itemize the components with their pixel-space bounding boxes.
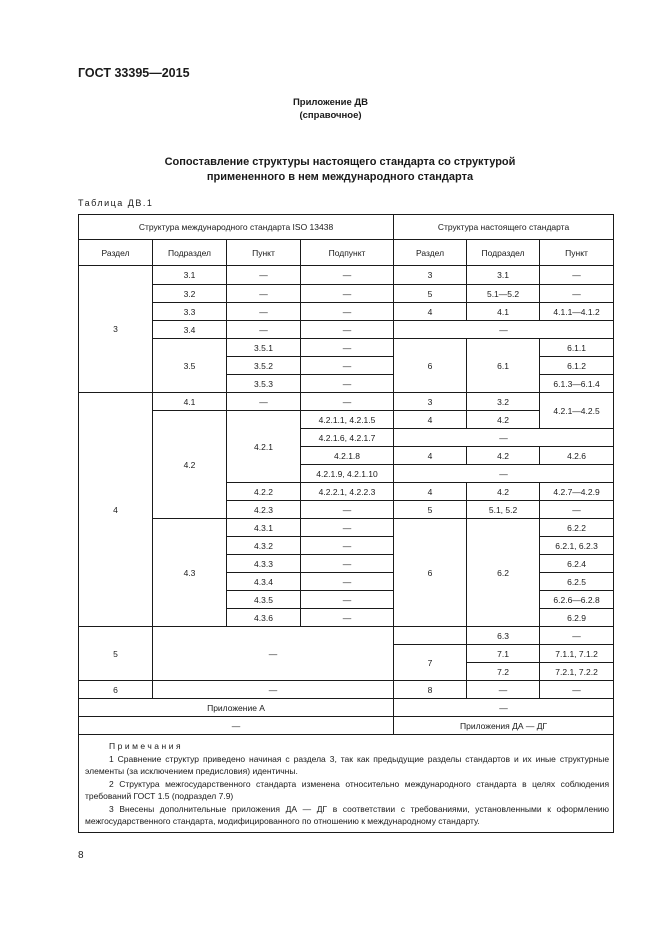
- table-cell: 4.3.6: [227, 609, 301, 627]
- table-cell: —: [301, 357, 394, 375]
- table-cell: 6.2.9: [540, 609, 614, 627]
- table-cell: 4.1: [153, 393, 227, 411]
- table-cell: 6: [79, 681, 153, 699]
- table-cell: Приложения ДА — ДГ: [394, 717, 614, 735]
- table-cell: —: [227, 393, 301, 411]
- document-title-line-1: Сопоставление структуры настоящего стандарта со структурой: [164, 156, 516, 168]
- table-cell: 3: [394, 266, 467, 285]
- table-cell: —: [227, 266, 301, 285]
- table-cell: 4.1.1—4.1.2: [540, 303, 614, 321]
- table-cell: 4.3.1: [227, 519, 301, 537]
- table-cell: 4.3.4: [227, 573, 301, 591]
- table-cell: 6.3: [467, 627, 540, 645]
- table-cell: Приложение А: [79, 699, 394, 717]
- table-cell: —: [301, 393, 394, 411]
- table-cell: 3: [79, 266, 153, 393]
- table-cell: —: [394, 321, 614, 339]
- table-cell: —: [301, 519, 394, 537]
- table-cell: 7.1.1, 7.1.2: [540, 645, 614, 663]
- table-row: [79, 266, 614, 285]
- col-int-section: Раздел: [79, 240, 153, 266]
- table-cell: 6.2.1, 6.2.3: [540, 537, 614, 555]
- table-cell: 7.2: [467, 663, 540, 681]
- table-cell: 4.2.1.9, 4.2.1.10: [301, 465, 394, 483]
- table-cell: —: [540, 681, 614, 699]
- table-cell: 6: [394, 339, 467, 393]
- table-row: [79, 240, 614, 266]
- table-cell: 5.1—5.2: [467, 285, 540, 303]
- table-cell: 4.2: [467, 411, 540, 429]
- table-cell: 4.2.1.6, 4.2.1.7: [301, 429, 394, 447]
- table-cell: 4.2.2: [227, 483, 301, 501]
- note-1: 1 Сравнение структур приведено начиная с раздела 3, так как предыдущие разделы стандартов и их иные структурные элементы (за исключением предисловия) идентичны.: [85, 753, 610, 776]
- table-cell: 7: [394, 645, 467, 681]
- notes-heading: Примечания: [109, 741, 184, 751]
- table-cell: —: [153, 681, 394, 699]
- table-cell: 4.1: [467, 303, 540, 321]
- table-cell: 5: [394, 285, 467, 303]
- table-cell: 8: [394, 681, 467, 699]
- table-row: [79, 717, 614, 735]
- table-cell: —: [301, 285, 394, 303]
- table-row: [79, 215, 614, 240]
- table-cell: —: [301, 501, 394, 519]
- col-cur-clause: Пункт: [540, 240, 614, 266]
- table-cell: —: [301, 375, 394, 393]
- table-cell: 3.5.1: [227, 339, 301, 357]
- table-cell: 3.5.3: [227, 375, 301, 393]
- table-cell: 6.1.3—6.1.4: [540, 375, 614, 393]
- table-cell: 4.3.3: [227, 555, 301, 573]
- table-cell: 6.2.6—6.2.8: [540, 591, 614, 609]
- table-cell: 4.3: [153, 519, 227, 627]
- table-cell: 4.2.1: [227, 411, 301, 483]
- table-cell: 4.2.1.1, 4.2.1.5: [301, 411, 394, 429]
- structure-comparison-table: [78, 214, 614, 833]
- table-cell: —: [79, 717, 394, 735]
- table-row: [79, 519, 614, 537]
- table-cell: —: [301, 555, 394, 573]
- table-row: [79, 285, 614, 303]
- table-cell: 4.2: [467, 483, 540, 501]
- table-row: [79, 303, 614, 321]
- table-cell: 5: [79, 627, 153, 681]
- header-current: Структура настоящего стандарта: [394, 215, 614, 240]
- table-row: [79, 735, 614, 833]
- table-cell: 3.2: [467, 393, 540, 411]
- table-cell: 4.2: [467, 447, 540, 465]
- table-cell: 4: [394, 483, 467, 501]
- table-cell: —: [540, 501, 614, 519]
- table-row: [79, 393, 614, 411]
- table-cell: 5: [394, 501, 467, 519]
- col-cur-section: Раздел: [394, 240, 467, 266]
- table-cell: 3.1: [467, 266, 540, 285]
- notes-cell: [79, 735, 614, 833]
- table-cell: 4: [79, 393, 153, 627]
- table-cell: 3.1: [153, 266, 227, 285]
- table-cell: 4.2.6: [540, 447, 614, 465]
- table-cell: 4.2.1—4.2.5: [540, 393, 614, 429]
- table-cell: 6.1: [467, 339, 540, 393]
- table-cell: 3.5.2: [227, 357, 301, 375]
- table-cell: [394, 627, 467, 645]
- table-cell: —: [394, 429, 614, 447]
- table-row: [79, 627, 614, 645]
- table-cell: 6.2.5: [540, 573, 614, 591]
- table-row: [79, 321, 614, 339]
- table-cell: —: [301, 303, 394, 321]
- note-3: 3 Внесены дополнительные приложения ДА — ДГ в соответствии с требованиями, установленными к оформлению межгосударственного стандарта, модифицированного по отношению к международному стандарту.: [85, 803, 610, 826]
- header-international: Структура международного стандарта ISO 13438: [79, 215, 394, 240]
- table-cell: 4: [394, 447, 467, 465]
- table-cell: 6.2: [467, 519, 540, 627]
- table-row: [79, 681, 614, 699]
- table-cell: —: [153, 627, 394, 681]
- table-cell: 6.1.1: [540, 339, 614, 357]
- table-cell: 4.2.3: [227, 501, 301, 519]
- table-cell: 4.2.1.8: [301, 447, 394, 465]
- table-cell: 6.2.2: [540, 519, 614, 537]
- note-2: 2 Структура межгосударственного стандарта изменена относительно международного стандарта в целях соблюдения требований ГОСТ 1.5 (подраздел 7.9): [85, 778, 610, 801]
- page-number: 8: [78, 850, 84, 861]
- table-cell: 3.4: [153, 321, 227, 339]
- table-cell: 7.1: [467, 645, 540, 663]
- table-cell: 6.1.2: [540, 357, 614, 375]
- table-row: [79, 339, 614, 357]
- document-title: [140, 155, 540, 185]
- table-cell: —: [227, 321, 301, 339]
- table-cell: —: [301, 591, 394, 609]
- table-cell: 5.1, 5.2: [467, 501, 540, 519]
- document-title-line-2: примененного в нем международного стандарта: [206, 171, 474, 183]
- table-cell: 7.2.1, 7.2.2: [540, 663, 614, 681]
- annex-title: Приложение ДВ: [292, 97, 369, 108]
- table-cell: —: [227, 285, 301, 303]
- table-cell: —: [301, 537, 394, 555]
- table-row: [79, 699, 614, 717]
- table-cell: 6: [394, 519, 467, 627]
- table-cell: —: [301, 321, 394, 339]
- table-cell: —: [301, 266, 394, 285]
- col-int-subsection: Подраздел: [153, 240, 227, 266]
- table-cell: —: [467, 681, 540, 699]
- table-cell: 6.2.4: [540, 555, 614, 573]
- col-int-clause: Пункт: [227, 240, 301, 266]
- table-cell: 4.2.2.1, 4.2.2.3: [301, 483, 394, 501]
- table-cell: 4: [394, 411, 467, 429]
- table-cell: —: [301, 339, 394, 357]
- table-cell: 3: [394, 393, 467, 411]
- table-cell: 4.3.5: [227, 591, 301, 609]
- standard-code: ГОСТ 33395—2015: [78, 66, 190, 80]
- table-cell: —: [301, 573, 394, 591]
- table-cell: —: [540, 285, 614, 303]
- table-cell: 4.2: [153, 411, 227, 519]
- table-cell: —: [394, 465, 614, 483]
- table-label: Таблица ДВ.1: [78, 198, 154, 208]
- table-cell: 3.3: [153, 303, 227, 321]
- table-cell: —: [301, 609, 394, 627]
- col-int-subclause: Подпункт: [301, 240, 394, 266]
- table-row: [79, 411, 614, 429]
- table-cell: 3.5: [153, 339, 227, 393]
- table-cell: 4.2.7—4.2.9: [540, 483, 614, 501]
- table-cell: —: [227, 303, 301, 321]
- table-cell: —: [540, 266, 614, 285]
- table-cell: 4.3.2: [227, 537, 301, 555]
- table-cell: 4: [394, 303, 467, 321]
- col-cur-subsection: Подраздел: [467, 240, 540, 266]
- table-cell: 3.2: [153, 285, 227, 303]
- annex-subtitle: (справочное): [299, 110, 362, 121]
- table-cell: —: [394, 699, 614, 717]
- table-cell: —: [540, 627, 614, 645]
